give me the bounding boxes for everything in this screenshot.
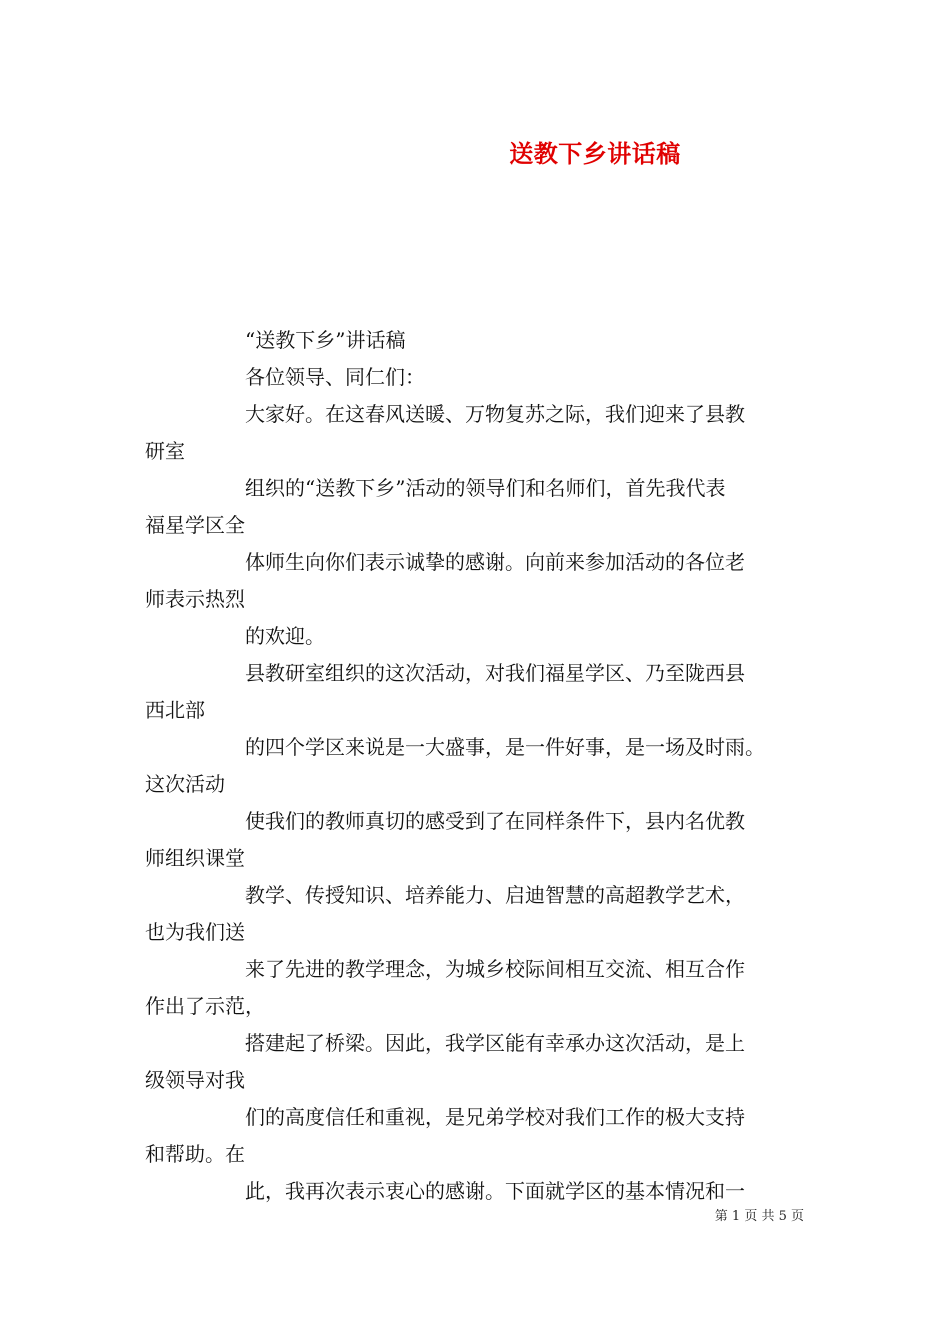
document-title: 送教下乡讲话稿 <box>509 140 681 168</box>
body-line: “送教下乡”讲话稿 <box>245 328 406 352</box>
body-line: 这次活动 <box>145 772 225 796</box>
body-line: 各位领导、同仁们： <box>245 365 425 389</box>
body-line: 组织的“送教下乡”活动的领导们和名师们，首先我代表 <box>245 476 726 500</box>
body-line: 搭建起了桥梁。因此，我学区能有幸承办这次活动，是上 <box>245 1031 745 1055</box>
body-line: 也为我们送 <box>145 920 245 944</box>
body-line: 师组织课堂 <box>145 846 245 870</box>
body-line: 师表示热烈 <box>145 587 245 611</box>
body-line: 西北部 <box>145 698 205 722</box>
body-line: 和帮助。在 <box>145 1142 245 1166</box>
body-line: 的四个学区来说是一大盛事，是一件好事，是一场及时雨。 <box>245 735 765 759</box>
body-line: 教学、传授知识、培养能力、启迪智慧的高超教学艺术， <box>245 883 745 907</box>
body-line: 研室 <box>145 439 185 463</box>
body-line: 的欢迎。 <box>245 624 325 648</box>
page-footer: 第 1 页 共 5 页 <box>714 1209 804 1224</box>
body-line: 作出了示范， <box>145 994 265 1018</box>
body-line: 大家好。在这春风送暖、万物复苏之际，我们迎来了县教 <box>245 402 745 426</box>
body-line: 来了先进的教学理念，为城乡校际间相互交流、相互合作 <box>245 957 745 981</box>
document-body <box>145 322 815 1210</box>
body-line: 级领导对我 <box>145 1068 245 1092</box>
body-line: 使我们的教师真切的感受到了在同样条件下，县内名优教 <box>245 809 745 833</box>
body-line: 体师生向你们表示诚挚的感谢。向前来参加活动的各位老 <box>245 550 745 574</box>
body-line: 此，我再次表示衷心的感谢。下面就学区的基本情况和一 <box>245 1179 745 1203</box>
body-line: 们的高度信任和重视，是兄弟学校对我们工作的极大支持 <box>245 1105 745 1129</box>
body-line: 福星学区全 <box>145 513 245 537</box>
body-line: 县教研室组织的这次活动，对我们福星学区、乃至陇西县 <box>245 661 745 685</box>
